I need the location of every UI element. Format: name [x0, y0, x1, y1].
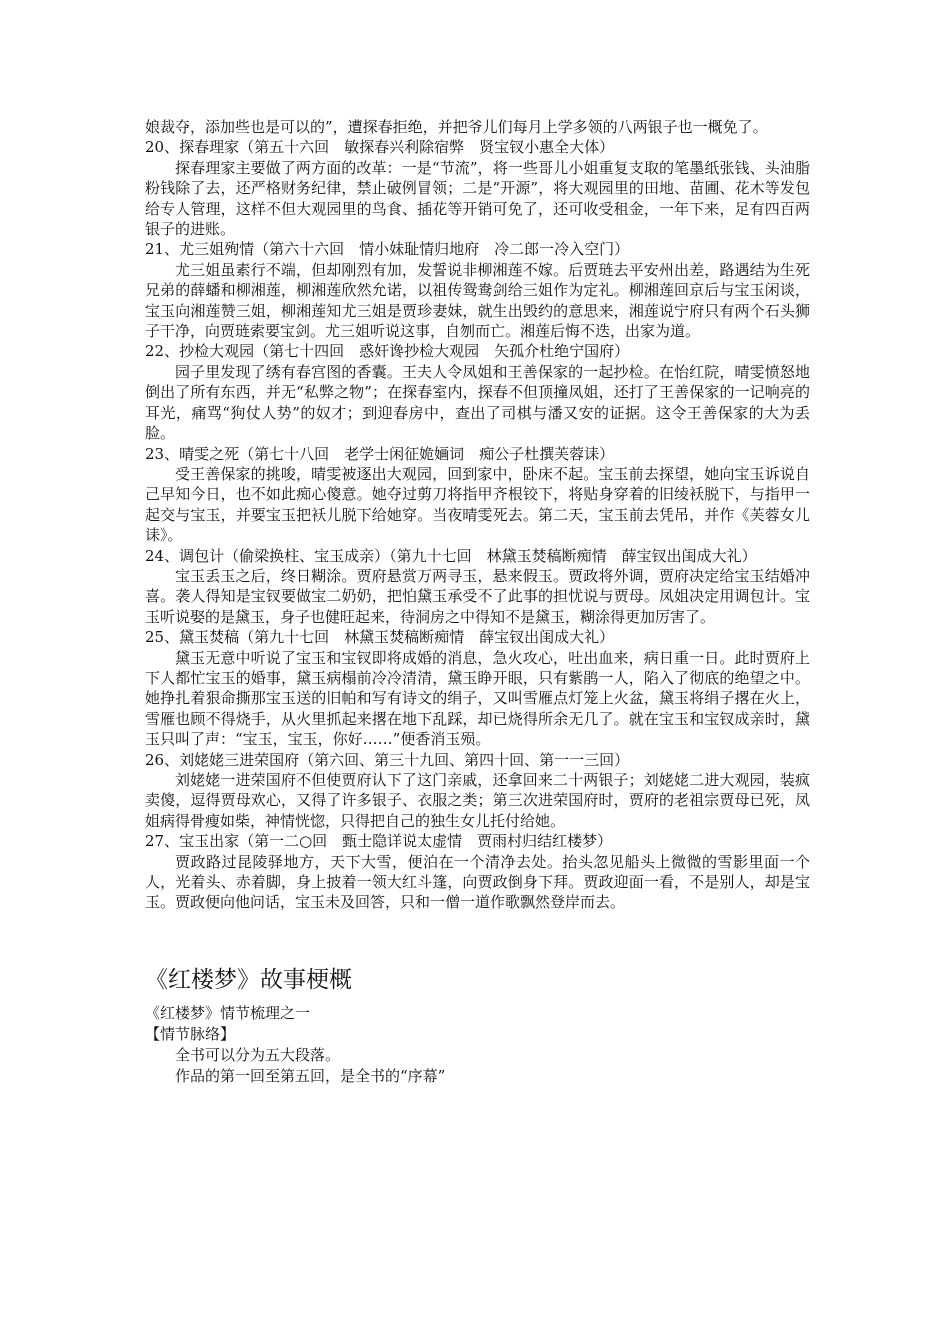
section-body: 宝玉丢玉之后，终日糊涂。贾府悬赏万两寻玉，悬来假玉。贾政将外调，贾府决定给宝玉结婚冲喜。袭人得知是宝钗要做宝二奶奶，把怕黛玉承受不了此事的担忧说与贾母。凤姐决定用调包计。宝玉听说娶的是黛玉，身子也健旺起来，待洞房之中得知不是黛玉，糊涂得更加厉害了。	[145, 566, 810, 626]
document-page	[145, 117, 810, 1087]
section-21	[145, 239, 810, 341]
section-body: 贾政路过昆陵驿地方，天下大雪，便泊在一个清净去处。抬头忽见船头上微微的雪影里面一个人，光着头、赤着脚，身上披着一领大红斗篷，向贾政倒身下拜。贾政迎面一看，不是别人，却是宝玉。贾政便向他问话，宝玉未及回答，只和一僧一道作歌飘然登岸而去。	[145, 852, 810, 912]
intro-paragraph: 娘裁夺，添加些也是可以的”，遭探春拒绝，并把爷儿们每月上学多领的八两银子也一概免了。	[145, 118, 768, 136]
section-body: 探春理家主要做了两方面的改革：一是“节流”，将一些哥儿小姐重复支取的笔墨纸张钱、头油脂粉钱除了去，还严格财务纪律，禁止破例冒领；二是“开源”，将大观园里的田地、苗圃、花木等发包给专人管理，这样不但大观园里的鸟食、插花等开销可免了，还可收受租金，一年下来，足有四百两银子的进账。	[145, 158, 810, 239]
section-heading: 25、黛玉焚稿（第九十七回 林黛玉焚稿断痴情 薛宝钗出闺成大礼）	[145, 628, 615, 647]
section-body: 尤三姐虽素行不端，但却刚烈有加，发誓说非柳湘莲不嫁。后贾琏去平安州出差，路遇结为生死兄弟的薛蟠和柳湘莲，柳湘莲欣然允诺，以祖传鸳鸯剑给三姐作为定礼。柳湘莲回京后与宝玉闲谈，宝玉向湘莲赞三姐，柳湘莲知尤三姐是贾珍妻妹，就生出毁约的意思来，湘莲说宁府只有两个石头狮子干净，向贾琏索要宝剑。尤三姐听说这事，自刎而亡。湘莲后悔不迭，出家为道。	[145, 260, 810, 341]
section-23	[145, 444, 810, 546]
summary-label: 【情节脉络】	[145, 1024, 236, 1043]
section-heading: 27、宝玉出家（第一二○回 甄士隐详说太虚情 贾雨村归结红楼梦）	[145, 832, 613, 851]
section-heading: 22、抄检大观园（第七十四回 惑奸谗抄检大观园 矢孤介杜绝宁国府）	[145, 342, 630, 361]
section-body: 黛玉无意中听说了宝玉和宝钗即将成婚的消息，急火攻心，吐出血来，病日重一日。此时贾府上下人都忙宝玉的婚事，黛玉病榻前冷冷清清，黛玉睁开眼，只有紫鹃一人，陷入了彻底的绝望之中。她挣扎着狠命撕那宝玉送的旧帕和写有诗文的绢子，又叫雪雁点灯笼上火盆，黛玉将绢子撂在火上，雪雁也顾不得烧手，从火里抓起来撂在地下乱踩，却已烧得所余无几了。就在宝玉和宝钗成亲时，黛玉只叫了声：“宝玉，宝玉，你好……”便香消玉殒。	[145, 648, 810, 749]
summary-title: 《红楼梦》故事梗概	[145, 966, 352, 993]
section-heading: 23、晴雯之死（第七十八回 老学士闲征姽婳词 痴公子杜撰芙蓉诔）	[145, 444, 615, 463]
section-body: 园子里发现了绣有春宫图的香囊。王夫人令凤姐和王善保家的一起抄检。在怡红院，晴雯愤怒地倒出了所有东西，并无“私弊之物”；在探春室内，探春不但顶撞凤姐，还打了王善保家的一记响亮的耳光，痛骂“狗仗人势”的奴才；到迎春房中，查出了司棋与潘又安的证据。这令王善保家的大为丢脸。	[145, 362, 810, 443]
summary-line: 全书可以分为五大段落。	[175, 1045, 341, 1064]
section-20	[145, 137, 810, 239]
section-heading: 20、探春理家（第五十六回 敏探春兴利除宿弊 贤宝钗小惠全大体）	[145, 138, 615, 157]
section-22	[145, 341, 810, 443]
section-27	[145, 831, 810, 913]
section-body: 受王善保家的挑唆，晴雯被逐出大观园，回到家中，卧床不起。宝玉前去探望，她向宝玉诉说自己早知今日，也不如此痴心傻意。她夺过剪刀将指甲齐根铰下，将贴身穿着的旧绫袄脱下，与指甲一起交与宝玉，并要宝玉把袄儿脱下给她穿。当夜晴雯死去。第二天，宝玉前去凭吊，并作《芙蓉女儿诔》。	[145, 464, 810, 545]
section-heading: 21、尤三姐殉情（第六十六回 情小妹耻情归地府 冷二郎一冷入空门）	[145, 240, 630, 259]
section-26	[145, 750, 810, 832]
summary-line: 作品的第一回至第五回，是全书的“序幕”	[175, 1066, 446, 1085]
section-25	[145, 627, 810, 749]
section-heading: 26、刘姥姥三进荣国府（第六回、第三十九回、第四十回、第一一三回）	[145, 750, 630, 769]
summary-subtitle: 《红楼梦》情节梳理之一	[145, 1003, 311, 1022]
section-24	[145, 546, 810, 628]
section-body: 刘姥姥一进荣国府不但使贾府认下了这门亲戚，还拿回来二十两银子；刘姥姥二进大观园，装疯卖傻，逗得贾母欢心，又得了许多银子、衣服之类；第三次进荣国府时，贾府的老祖宗贾母已死，凤姐病得骨瘦如柴，神情恍惚，只得把自己的独生女儿托付给她。	[145, 771, 810, 830]
section-heading: 24、调包计（偷梁换柱、宝玉成亲）（第九十七回 林黛玉焚稿断痴情 薛宝钗出闺成大礼）	[145, 546, 757, 565]
